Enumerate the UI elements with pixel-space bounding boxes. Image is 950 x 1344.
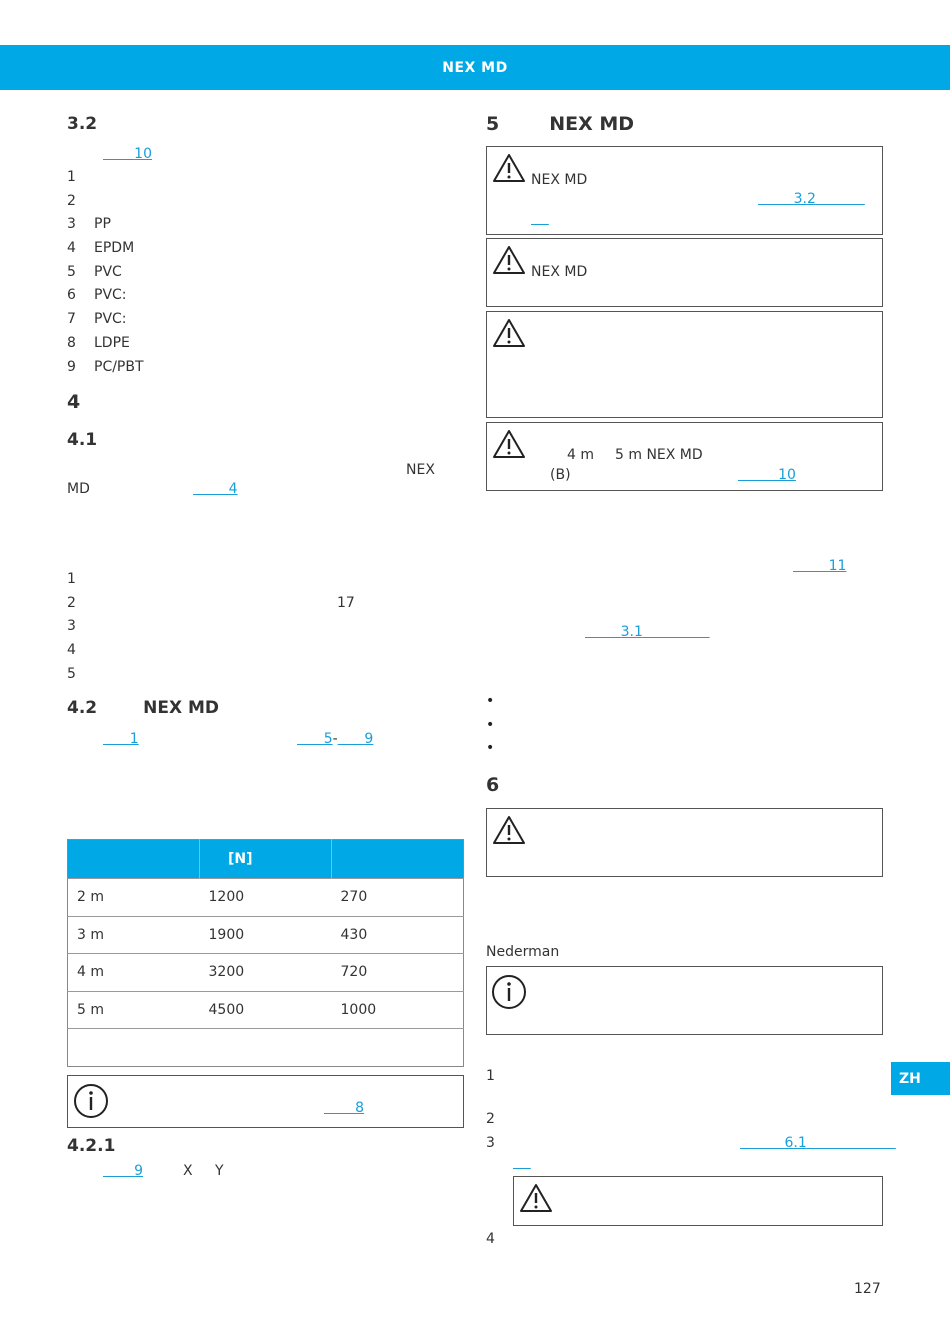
table-cell: 3200 bbox=[200, 954, 332, 992]
bullet-dot: • bbox=[486, 717, 495, 733]
table-header bbox=[68, 840, 200, 879]
heading-5-title: NEX MD bbox=[549, 113, 635, 135]
bullet-dot: • bbox=[486, 740, 495, 756]
list-item: 1 bbox=[67, 169, 76, 185]
list-item: 2 17 bbox=[67, 594, 355, 611]
warning-icon bbox=[492, 429, 526, 459]
list-item: 5 PVC bbox=[67, 263, 122, 280]
table-cell: 2 m bbox=[68, 879, 200, 917]
ref-link-6-1[interactable]: 6.1 bbox=[784, 1135, 807, 1151]
step-3: 3 bbox=[486, 1135, 495, 1151]
header-title: NEX MD bbox=[442, 59, 508, 76]
list-item: 8 LDPE bbox=[67, 334, 130, 351]
ref-link-10-right[interactable]: 10 bbox=[778, 467, 796, 483]
text-md: MD bbox=[67, 481, 90, 497]
heading-4-2-1: 4.2.1 bbox=[67, 1136, 116, 1156]
steps-list-4-1 bbox=[67, 571, 355, 689]
heading-6: 6 bbox=[486, 774, 500, 796]
warning-icon bbox=[492, 153, 526, 183]
table-header: [N] bbox=[200, 840, 332, 879]
text-nex: NEX bbox=[406, 462, 435, 478]
ref-link-4[interactable]: 4 bbox=[228, 481, 238, 497]
heading-4: 4 bbox=[67, 391, 81, 413]
warning-4-len2: 5 m NEX MD bbox=[615, 447, 703, 463]
language-tab-zh[interactable]: ZH bbox=[891, 1062, 950, 1095]
warning-box-6 bbox=[513, 1176, 883, 1226]
warning-4-b: (B) bbox=[550, 467, 571, 483]
table-cell: 4 m bbox=[68, 954, 200, 992]
info-box-left bbox=[67, 1075, 464, 1128]
table-cell: 4500 bbox=[200, 991, 332, 1029]
info-icon bbox=[491, 974, 527, 1010]
heading-3-2: 3.2 bbox=[67, 114, 98, 134]
ref-link-8[interactable]: 8 bbox=[355, 1100, 365, 1116]
table-cell: 5 m bbox=[68, 991, 200, 1029]
warning-box-4 bbox=[486, 422, 883, 491]
text-y: Y bbox=[215, 1163, 224, 1179]
heading-4-2: 4.2 NEX MD bbox=[67, 698, 220, 718]
table-row bbox=[68, 879, 464, 917]
table-cell: 1900 bbox=[200, 916, 332, 954]
link-continuation[interactable] bbox=[531, 211, 549, 227]
list-item: 7 PVC: bbox=[67, 311, 127, 328]
table-row bbox=[68, 1029, 464, 1067]
heading-4-1: 4.1 bbox=[67, 430, 98, 450]
table-row bbox=[68, 916, 464, 954]
step-2: 2 bbox=[486, 1111, 495, 1127]
table-cell: 720 bbox=[332, 954, 464, 992]
list-item: 3 bbox=[67, 618, 76, 635]
warning-icon bbox=[492, 815, 526, 845]
text-nederman: Nederman bbox=[486, 944, 560, 960]
link-continuation-6-1[interactable] bbox=[513, 1155, 531, 1171]
info-box-right bbox=[486, 966, 883, 1035]
warning-box-5 bbox=[486, 808, 883, 877]
parts-list bbox=[67, 169, 144, 382]
warning-2-text: NEX MD bbox=[531, 264, 588, 280]
page-number: 127 bbox=[854, 1281, 881, 1297]
ref-link-9[interactable]: 9 bbox=[134, 1163, 144, 1179]
step-1: 1 bbox=[486, 1068, 495, 1084]
table-cell: 270 bbox=[332, 879, 464, 917]
warning-box-1 bbox=[486, 146, 883, 235]
ref-link-10[interactable]: 10 bbox=[134, 146, 152, 162]
ref-link-1[interactable]: 1 bbox=[129, 731, 139, 747]
ref-link-11[interactable]: 11 bbox=[828, 558, 847, 574]
warning-1-text: NEX MD bbox=[531, 172, 588, 188]
table-cell bbox=[68, 1029, 464, 1067]
table-cell: 3 m bbox=[68, 916, 200, 954]
list-item: 2 bbox=[67, 192, 76, 209]
load-table bbox=[67, 839, 464, 1067]
list-item: 5 bbox=[67, 665, 76, 682]
table-row bbox=[68, 991, 464, 1029]
ref-link-3-2[interactable]: 3.2 bbox=[793, 191, 816, 207]
heading-5: 5 NEX MD bbox=[486, 113, 635, 135]
info-icon bbox=[73, 1083, 109, 1119]
list-item: 9 PC/PBT bbox=[67, 358, 144, 375]
warning-box-3 bbox=[486, 311, 883, 418]
table-cell: 1000 bbox=[332, 991, 464, 1029]
list-item: 4 EPDM bbox=[67, 240, 135, 257]
text-x: X bbox=[183, 1163, 193, 1179]
warning-box-2 bbox=[486, 238, 883, 307]
warning-icon bbox=[519, 1183, 553, 1213]
ref-link-3-1[interactable]: 3.1 bbox=[620, 624, 643, 640]
table-cell: 430 bbox=[332, 916, 464, 954]
list-item: 4 bbox=[67, 642, 76, 659]
list-item: 3 PP bbox=[67, 216, 111, 233]
table-cell: 1200 bbox=[200, 879, 332, 917]
list-item: 1 bbox=[67, 571, 76, 587]
heading-4-2-title: NEX MD bbox=[143, 698, 220, 718]
warning-icon bbox=[492, 245, 526, 275]
list-item: 6 PVC: bbox=[67, 287, 127, 304]
warning-icon bbox=[492, 318, 526, 348]
table-header-row bbox=[68, 840, 464, 879]
header-banner bbox=[0, 45, 950, 90]
table-row bbox=[68, 954, 464, 992]
ref-link-5-9[interactable]: 5- 9 bbox=[323, 731, 374, 747]
step-4: 4 bbox=[486, 1231, 495, 1247]
warning-4-len1: 4 m bbox=[567, 447, 594, 463]
table-header bbox=[332, 840, 464, 879]
bullet-dot: • bbox=[486, 693, 495, 709]
